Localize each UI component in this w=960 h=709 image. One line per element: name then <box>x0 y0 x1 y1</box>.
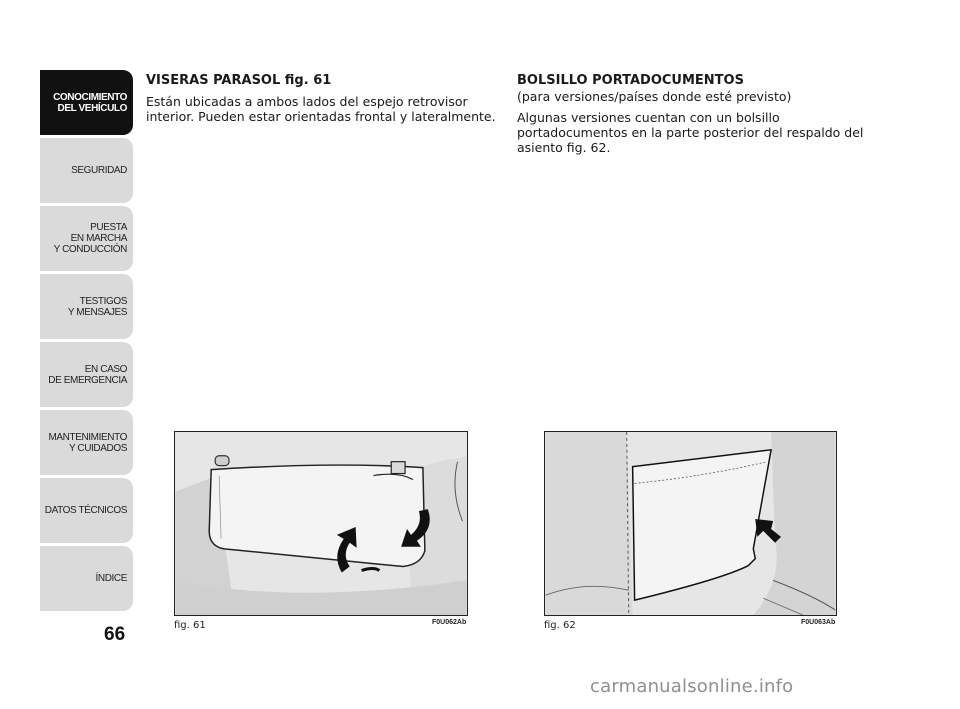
tab-label: MANTENIMIENTO Y CUIDADOS <box>48 431 127 454</box>
tab-testigos-y-mensajes[interactable] <box>40 274 133 339</box>
figure-caption: fig. 61 <box>174 620 206 631</box>
tab-conocimiento-del-vehiculo[interactable] <box>40 70 133 135</box>
section-bolsillo <box>517 73 877 155</box>
figure-code: F0U062Ab <box>432 619 467 626</box>
section-body: Algunas versiones cuentan con un bolsillo portadocumentos en la parte posterior del respaldo del asiento fig. 62. <box>517 110 864 155</box>
tab-puesta-en-marcha[interactable] <box>40 206 133 271</box>
section-viseras <box>146 73 496 124</box>
tab-indice[interactable] <box>40 546 133 611</box>
figure-seat-pocket <box>544 431 837 616</box>
tab-label: TESTIGOS Y MENSAJES <box>67 295 127 318</box>
tab-label: ÍNDICE <box>95 573 127 584</box>
section-body: Están ubicadas a ambos lados del espejo retrovisor interior. Pueden estar orientadas frontal y lateralmente. <box>146 94 496 124</box>
tab-label: SEGURIDAD <box>71 165 127 176</box>
sidebar-tabs <box>40 70 133 614</box>
figure-sun-visor <box>174 431 468 616</box>
tab-label: EN CASO DE EMERGENCIA <box>48 363 127 386</box>
seat-pocket-illustration <box>545 432 836 615</box>
section-subheading: (para versiones/países donde esté previsto) <box>517 89 792 104</box>
tab-en-caso-de-emergencia[interactable] <box>40 342 133 407</box>
tab-label: PUESTA EN MARCHA Y CONDUCCIÓN <box>53 222 127 255</box>
tab-label: DATOS TÉCNICOS <box>44 505 127 516</box>
section-heading: BOLSILLO PORTADOCUMENTOS <box>517 73 744 88</box>
tab-label: CONOCIMIENTO DEL VEHÍCULO <box>53 91 127 114</box>
tab-seguridad[interactable] <box>40 138 133 203</box>
section-heading: VISERAS PARASOL fig. 61 <box>146 73 332 88</box>
figure-caption: fig. 62 <box>544 620 576 631</box>
page-number: 66 <box>104 624 126 645</box>
tab-datos-tecnicos[interactable] <box>40 478 133 543</box>
figure-code: F0U063Ab <box>801 619 836 626</box>
tab-mantenimiento-y-cuidados[interactable] <box>40 410 133 475</box>
watermark-text: carmanualsonline.info <box>590 676 794 697</box>
sun-visor-illustration <box>175 432 467 615</box>
